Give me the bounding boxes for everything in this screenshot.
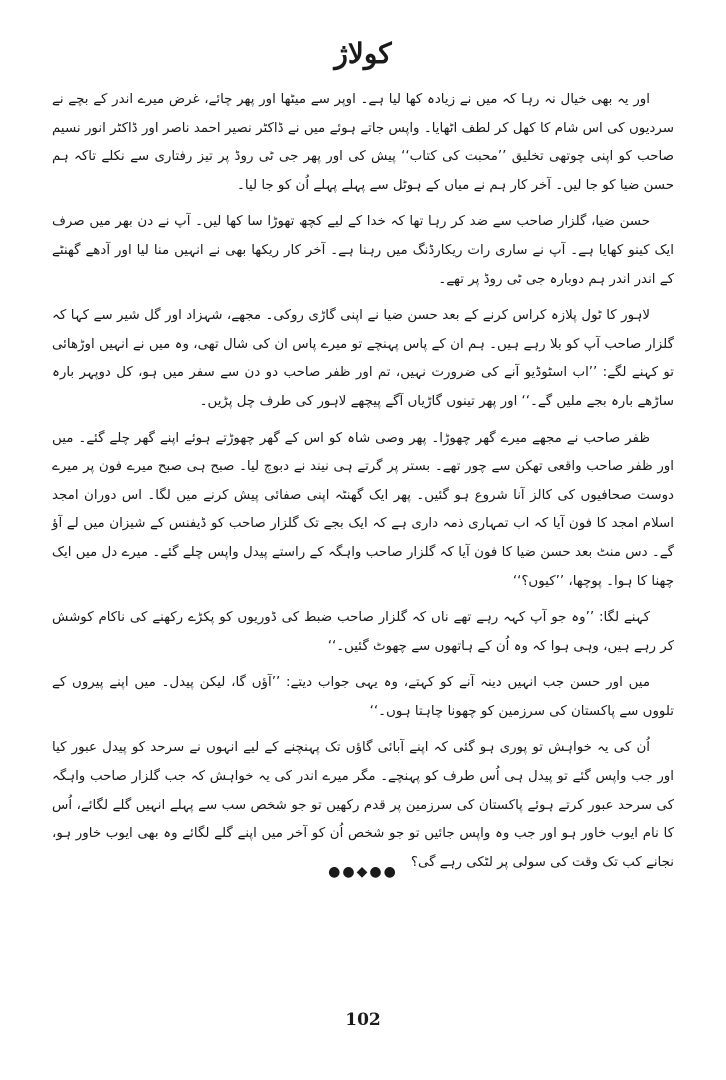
paragraph: میں اور حسن جب انہیں دینہ آنے کو کہتے، وہ یہی جواب دیتے: ’’آؤں گا، لیکن پیدل۔ میں اپنے پیروں کے تلووں سے پاکستان کی سرزمین کو چھونا چاہتا ہوں۔‘‘: [52, 675, 674, 719]
paragraph: کہنے لگا: ’’وہ جو آپ کہہ رہے تھے ناں کہ گلزار صاحب ضبط کی ڈوریوں کو پکڑے رکھنے کی ناکام کوشش کر رہے ہیں، وہی ہوا کہ وہ اُن کے ہاتھوں سے چھوٹ گئیں۔‘‘: [52, 610, 674, 654]
paragraph: حسن ضیا، گلزار صاحب سے ضد کر رہا تھا کہ خدا کے لیے کچھ تھوڑا سا کھا لیں۔ آپ نے دن بھر میں صرف ایک کینو کھایا ہے۔ آپ نے ساری رات ریکارڈنگ میں رہنا ہے۔ آخر کار ریکھا بھی نے انہیں منا لیا اور آدھے گھنٹے کے اندر اندر ہم دوبارہ جی ٹی روڈ پر تھے۔: [52, 214, 674, 287]
paragraph: لاہور کا ٹول پلازہ کراس کرنے کے بعد حسن ضیا نے اپنی گاڑی روکی۔ مجھے، شہزاد اور گل شیر سے کہا کہ گلزار صاحب آپ کو بلا رہے ہیں۔ ہم ان کے پاس پہنچے تو میرے پاس ان کی شال تھی، وہ میں نے انہیں اوڑھائی تو کہنے لگے: ’’اب اسٹوڈیو آنے کی ضرورت نہیں، تم اور ظفر صاحب دو دن سے سفر میں ہو، کل دوپہر بارہ ساڑھے بارہ بجے ملیں گے۔‘‘ اور پھر تینوں گاڑیاں آگے پیچھے لاہور کی طرف چل پڑیں۔: [52, 308, 674, 409]
page-body: [52, 86, 674, 885]
paragraph: ظفر صاحب نے مجھے میرے گھر چھوڑا۔ پھر وصی شاہ کو اس کے گھر چھوڑتے ہوئے اپنے گھر چلے گئے۔ میں اور ظفر صاحب واقعی تھکن سے چور تھے۔ بستر پر گرتے ہی نیند نے دبوچ لیا۔ صبح ہی صبح میرے فون پر میرے دوست صحافیوں کی کالز آنا شروع ہو گئیں۔ پھر ایک گھنٹہ اپنی صفائی پیش کرنے میں لگا۔ اس دوران امجد اسلام امجد کا فون آیا کہ اب تمہاری ذمہ داری ہے کہ ایک بجے تک گلزار صاحب کو ڈیفنس کے شیزان میں لے آؤ گے۔ دس منٹ بعد حسن ضیا کا فون آیا کہ گلزار صاحب واہگہ کے راستے پیدل واپس چلے گئے۔ میرے دل میں ایک چھنا کا ہوا۔ پوچھا، ’’کیوں؟‘‘: [52, 430, 674, 589]
section-ornament: ●●◆●●: [328, 864, 398, 880]
paragraph: اُن کی یہ خواہش تو پوری ہو گئی کہ اپنے آبائی گاؤں تک پہنچنے کے لیے انہوں نے سرحد کو پیدل عبور کیا اور جب واپس گئے تو پیدل ہی اُس طرف کو پہنچے۔ مگر میرے اندر کی یہ خواہش کہ جب گلزار صاحب واہگہ کی سرحد عبور کرتے ہوئے پاکستان کی سرزمین پر قدم رکھیں تو جو شخص سب سے پہلے انہیں گلے لگائے، اُس کا نام ایوب خاور ہو اور جب وہ واپس جائیں تو جو شخص اُن کو آخر میں اپنے گلے لگائے وہ بھی ایوب خاور ہو، نجانے کب تک وقت کی سولی پر لٹکی رہے گی؟: [52, 740, 674, 870]
page-number: 102: [345, 1010, 381, 1030]
paragraph: اور یہ بھی خیال نہ رہا کہ میں نے زیادہ کھا لیا ہے۔ اوپر سے میٹھا اور پھر چائے، غرض میرے اندر کے بچے نے سردیوں کی اس شام کا کھل کر لطف اٹھایا۔ واپس جاتے ہوئے میں نے ڈاکٹر نصیر احمد ناصر اور ڈاکٹر انور نسیم صاحب کو اپنی چوتھی تخلیق ’’محبت کی کتاب‘‘ پیش کی اور پھر جی ٹی روڈ پر تیز رفتاری سے نکلے تاکہ ہم حسن ضیا کو جا لیں۔ آخر کار ہم نے میاں کے ہوٹل سے پہلے پہلے اُن کو جا لیا۔: [52, 92, 674, 193]
running-head: کولاژ: [334, 37, 392, 70]
